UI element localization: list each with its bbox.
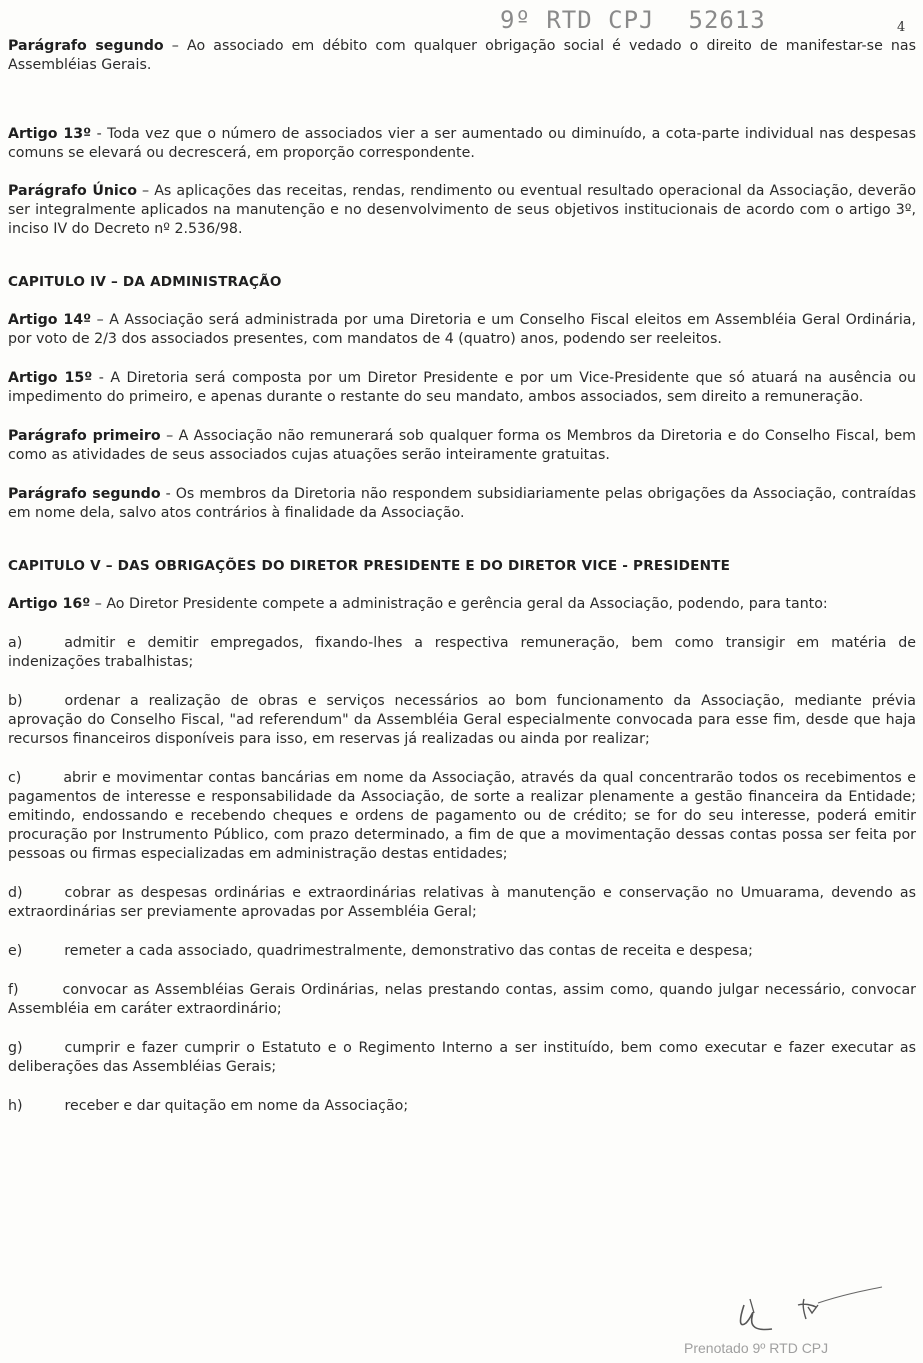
list-item-c xyxy=(8,769,916,864)
list-letter: e) xyxy=(8,943,23,959)
paragraph-label: Parágrafo Único xyxy=(8,183,137,199)
paragraph-text: – Ao Diretor Presidente compete a administração e gerência geral da Associação, podendo, para tanto: xyxy=(90,596,828,612)
list-letter: f) xyxy=(8,982,19,998)
registry-stamp-number: 52613 xyxy=(688,6,766,34)
list-item-a xyxy=(8,634,916,672)
list-letter: b) xyxy=(8,693,23,709)
list-letter: h) xyxy=(8,1098,23,1114)
chapter-heading-v: CAPITULO V – DAS OBRIGAÇÕES DO DIRETOR PRESIDENTE E DO DIRETOR VICE - PRESIDENTE xyxy=(8,558,731,574)
paragraph-label: Parágrafo segundo xyxy=(8,486,161,502)
paragraph-segundo-art12 xyxy=(8,37,916,75)
artigo-16 xyxy=(8,595,916,614)
list-item-text: receber e dar quitação em nome da Associação; xyxy=(64,1098,409,1114)
list-letter: g) xyxy=(8,1040,23,1056)
paragraph-label: Parágrafo segundo xyxy=(8,38,164,54)
paragraph-text: - Os membros da Diretoria não respondem subsidiariamente pelas obrigações da Associação, contraídas em nome dela, salvo atos contrários à finalidade da Associação. xyxy=(8,486,917,521)
page-number: 4 xyxy=(897,20,906,35)
artigo-13 xyxy=(8,125,916,163)
list-item-d xyxy=(8,884,916,922)
list-item-e xyxy=(8,942,916,961)
paragraph-label: Artigo 14º xyxy=(8,312,92,328)
paragrafo-unico xyxy=(8,182,916,239)
list-item-text: admitir e demitir empregados, fixando-lhes a respectiva remuneração, bem como transigir em matéria de indenizações trabalhistas; xyxy=(8,635,916,670)
list-item-f xyxy=(8,981,916,1019)
document-body xyxy=(8,37,916,1116)
paragrafo-primeiro xyxy=(8,427,916,465)
paragraph-text: - A Diretoria será composta por um Diretor Presidente e por um Vice-Presidente que só atuará na ausência ou impedimento do primeiro, e apenas durante o restante do seu mandato, ambos associados, sem direito a remuneração. xyxy=(8,370,916,405)
chapter-heading-iv: CAPITULO IV – DA ADMINISTRAÇÃO xyxy=(8,274,282,290)
list-item-g xyxy=(8,1039,916,1077)
paragraph-label: Artigo 13º xyxy=(8,126,92,142)
list-letter: c) xyxy=(8,770,22,786)
paragraph-label: Artigo 15º xyxy=(8,370,93,386)
registry-stamp xyxy=(500,6,766,34)
paragraph-label: Artigo 16º xyxy=(8,596,91,612)
paragraph-text: – As aplicações das receitas, rendas, rendimento ou eventual resultado operacional da Associação, deverão ser integralmente aplicados na manutenção e no desenvolvimento de seus objetivos institucionais de acordo com o artigo 3º, inciso IV do Decreto nº 2.536/98. xyxy=(8,183,916,237)
list-item-text: cumprir e fazer cumprir o Estatuto e o Regimento Interno a ser instituído, bem como executar e fazer executar as deliberações das Assembléias Gerais; xyxy=(8,1040,916,1075)
artigo-14 xyxy=(8,311,916,349)
list-item-text: convocar as Assembléias Gerais Ordinárias, nelas prestando contas, assim como, quando julgar necessário, convocar Assembléia em caráter extraordinário; xyxy=(8,982,916,1017)
paragraph-label: Parágrafo primeiro xyxy=(8,428,161,444)
paragraph-text: - Toda vez que o número de associados vier a ser aumentado ou diminuído, a cota-parte individual nas despesas comuns se elevará ou decrescerá, em proporção correspondente. xyxy=(8,126,916,161)
list-item-text: abrir e movimentar contas bancárias em nome da Associação, através da qual concentrarão todos os recebimentos e pagamentos de interesse e responsabilidade da Associação, de sorte a realizar plenamente a gestão financeira da Entidade; emitindo, endossando e recebendo cheques e ordens de pagamento ou de crédito; se for do seu interesse, poderá emitir procuração por Instrumento Público, com prazo determinado, a fim de que a movimentação dessas contas possa ser feita por pessoas ou firmas especializadas em administração destas entidades; xyxy=(8,770,916,862)
list-letter: d) xyxy=(8,885,23,901)
list-letter: a) xyxy=(8,635,23,651)
artigo-15 xyxy=(8,369,916,407)
list-item-h xyxy=(8,1097,916,1116)
list-item-text: ordenar a realização de obras e serviços necessários ao bom funcionamento da Associação, mediante prévia aprovação do Conselho Fiscal, "ad referendum" da Assembléia Geral especialmente convocada para esse fim, desde que haja recursos financeiros disponíveis para isso, em reservas já realizadas ou ainda por realizar; xyxy=(8,693,916,747)
list-item-text: cobrar as despesas ordinárias e extraordinárias relativas à manutenção e conservação no Umuarama, devendo as extraordinárias ser previamente aprovadas por Assembléia Geral; xyxy=(8,885,916,920)
list-item-text: remeter a cada associado, quadrimestralmente, demonstrativo das contas de receita e despesa; xyxy=(64,943,753,959)
paragraph-text: – Ao associado em débito com qualquer obrigação social é vedado o direito de manifestar-se nas Assembléias Gerais. xyxy=(8,38,916,73)
paragraph-text: – A Associação não remunerará sob qualquer forma os Membros da Diretoria e do Conselho Fiscal, bem como as atividades de seus associados cujas atuações serão inteiramente gratuitas. xyxy=(8,428,916,463)
list-item-b xyxy=(8,692,916,749)
registry-stamp-text: 9º RTD CPJ xyxy=(500,6,655,34)
prenotado-stamp: Prenotado 9º RTD CPJ xyxy=(684,1340,829,1356)
paragraph-text: – A Associação será administrada por uma Diretoria e um Conselho Fiscal eleitos em Assembléia Geral Ordinária, por voto de 2/3 dos associados presentes, com mandatos de 4 (quatro) anos, podendo ser reeleitos. xyxy=(8,312,916,347)
paragrafo-segundo-art15 xyxy=(8,485,916,523)
